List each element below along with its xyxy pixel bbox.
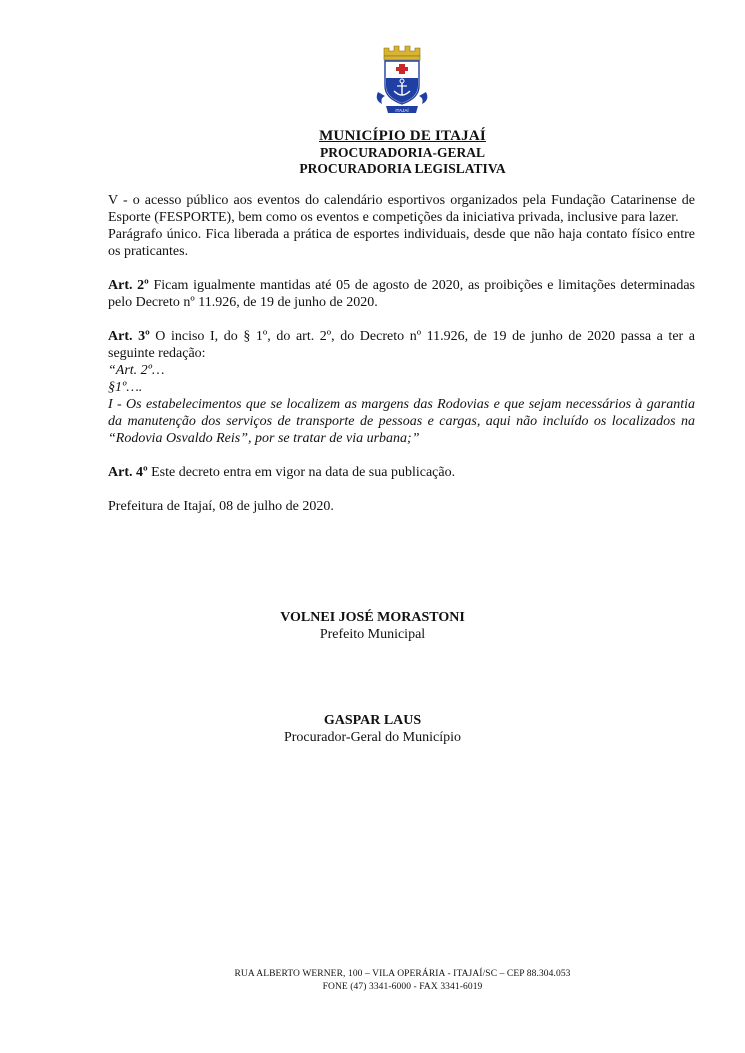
division-title: PROCURADORIA LEGISLATIVA xyxy=(299,161,506,176)
paragrafo-unico: Parágrafo único. Fica liberada a prática de esportes individuais, desde que não haja contato físico entre os praticantes. xyxy=(108,227,695,259)
municipality-title: MUNICÍPIO DE ITAJAÍ xyxy=(319,128,486,144)
decree-body xyxy=(108,192,695,515)
crest-banner-text: ITAJAÍ xyxy=(395,107,409,113)
article-3-label: Art. 3º xyxy=(108,329,150,344)
quoted-inciso xyxy=(108,396,695,447)
quoted-article: “Art. 2º… xyxy=(108,363,165,378)
footer-address: RUA ALBERTO WERNER, 100 – VILA OPERÁRIA - ITAJAÍ/SC – CEP 88.304.053 xyxy=(234,969,571,979)
signatory-title: Procurador-Geral do Município xyxy=(283,730,461,745)
article-3-text: O inciso I, do § 1º, do art. 2º, do Decreto nº 11.926, de 19 de junho de 2020 passa a ter a seguinte redação: xyxy=(108,329,695,361)
coat-of-arms-logo xyxy=(372,42,432,116)
article-2-text: Ficam igualmente mantidas até 05 de agosto de 2020, as proibições e limitações determinadas pelo Decreto nº 11.926, de 19 de junho de 2020. xyxy=(108,278,696,310)
article-4-text: Este decreto entra em vigor na data de sua publicação. xyxy=(147,465,456,480)
signatory-name: VOLNEI JOSÉ MORASTONI xyxy=(280,610,465,625)
page-footer xyxy=(30,968,745,994)
letterhead xyxy=(0,127,745,177)
signature-block-attorney xyxy=(0,712,745,746)
footer-phone: FONE (47) 3341-6000 - FAX 3341-6019 xyxy=(322,982,483,992)
signatory-name: GASPAR LAUS xyxy=(323,713,422,728)
article-4-label: Art. 4º xyxy=(108,465,148,480)
quoted-inciso-label: I - xyxy=(108,397,122,412)
quoted-inciso-text: Os estabelecimentos que se localizem as margens das Rodovias e que sejam necessários à garantia da manutenção dos serviços de transporte de pessoas e cargas, aqui não incluído os localizados na “Rodovia Osvaldo Reis”, por se tratar de via urbana;” xyxy=(108,397,695,446)
quoted-paragraph: §1º…. xyxy=(108,380,143,395)
article-2 xyxy=(108,277,695,311)
signature-block-mayor xyxy=(0,609,745,643)
closing-line: Prefeitura de Itajaí, 08 de julho de 2020. xyxy=(108,499,334,514)
article-4 xyxy=(108,464,695,481)
department-title: PROCURADORIA-GERAL xyxy=(320,145,485,160)
article-2-label: Art. 2º xyxy=(108,278,149,293)
signatory-title: Prefeito Municipal xyxy=(319,627,426,642)
item-v-paragraph: V - o acesso público aos eventos do calendário esportivos organizados pela Fundação Catarinense de Esporte (FESPORTE), bem como os eventos e competições da iniciativa privada, inclusive para lazer. xyxy=(108,193,695,225)
article-3 xyxy=(108,328,695,362)
